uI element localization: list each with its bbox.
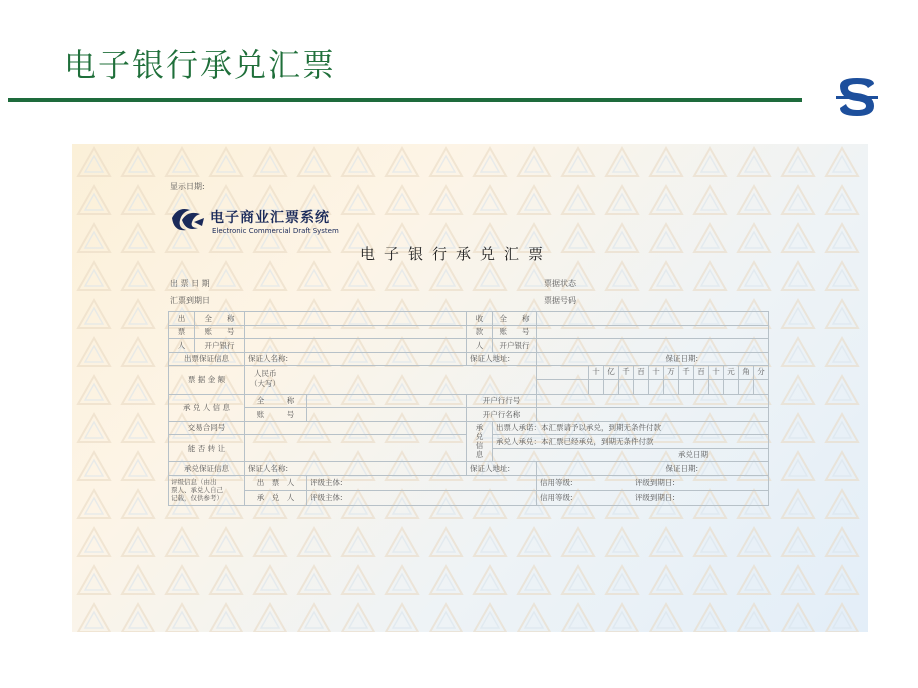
payee-account-field xyxy=(537,325,769,339)
contract-label: 交易合同号 xyxy=(169,421,245,435)
amount-digit-header: 十 xyxy=(708,366,723,379)
amount-digit-header: 十 xyxy=(648,366,663,379)
rating-drawer-grade: 信用等级: xyxy=(540,478,573,487)
amount-digit-box xyxy=(693,380,708,394)
rating-label-line: 评级信息（由出 xyxy=(171,478,217,486)
amount-digit-box xyxy=(618,380,633,394)
title-divider xyxy=(8,98,802,102)
acceptor-bank-no-field xyxy=(537,394,769,408)
status-label: 票据状态 xyxy=(544,279,576,288)
amount-words-cell xyxy=(245,366,537,395)
amount-digit-box xyxy=(633,380,648,394)
amount-digit-box xyxy=(753,380,768,394)
amount-digit-box xyxy=(603,380,618,394)
amount-digit-box xyxy=(738,380,753,394)
acceptor-label: 承 兑 人 信 息 xyxy=(169,394,245,421)
payee-bank-field xyxy=(537,339,769,353)
guarantee-label: 出票保证信息 xyxy=(169,352,245,366)
rating-label-line: 记载，仅供参考） xyxy=(171,494,223,502)
drawer-bank-field xyxy=(245,339,467,353)
draft-system-logo-icon xyxy=(168,204,208,234)
drawer-name-label: 全 称 xyxy=(195,312,245,326)
number-label: 票据号码 xyxy=(544,296,576,305)
transfer-field xyxy=(245,435,467,462)
rating-drawer-subject: 评级主体: xyxy=(307,475,537,490)
payee-char: 款 xyxy=(467,325,493,339)
acceptor-name-field xyxy=(307,394,467,408)
drawer-promise: 出票人承诺：本汇票请予以承兑，到期无条件付款 xyxy=(493,421,769,435)
rating-acceptor-expiry: 评级到期日: xyxy=(634,493,675,502)
rating-acceptor-grade: 信用等级: xyxy=(540,493,573,502)
rating-drawer-expiry: 评级到期日: xyxy=(634,478,675,487)
rating-label-line: 票人、承兑人自己 xyxy=(171,486,223,494)
draft-form-table xyxy=(168,311,769,506)
acceptance-guarantee-date: 保证日期: xyxy=(537,462,769,476)
rating-acceptor-grade-cell xyxy=(537,490,769,505)
form-title: 电子银行承兑汇票 xyxy=(360,245,553,263)
payee-name-field xyxy=(537,312,769,326)
drawer-bank-label: 开户银行 xyxy=(195,339,245,353)
acceptor-account-field xyxy=(307,408,467,422)
payee-bank-label: 开户银行 xyxy=(493,339,537,353)
amount-digit-box xyxy=(663,380,678,394)
display-date-label: 显示日期: xyxy=(170,182,205,191)
drawer-name-field xyxy=(245,312,467,326)
acceptance-char: 兑 xyxy=(475,432,484,442)
amount-currency: 人民币 xyxy=(254,369,277,378)
rating-drawer-grade-cell xyxy=(537,475,769,490)
system-name-en: Electronic Commercial Draft System xyxy=(212,227,339,235)
system-name-cn: 电子商业汇票系统 xyxy=(210,210,330,226)
acceptance-char: 信 xyxy=(475,441,484,451)
transfer-label: 能 否 转 让 xyxy=(169,435,245,462)
amount-digit-box xyxy=(723,380,738,394)
acceptance-guarantor-name: 保证人名称: xyxy=(245,462,467,476)
amount-digit-header: 元 xyxy=(723,366,738,379)
acceptance-date: 承兑日期 xyxy=(493,448,769,462)
amount-digit-header: 百 xyxy=(633,366,648,379)
contract-field xyxy=(245,421,467,435)
issue-date-label: 出 票 日 期 xyxy=(170,279,210,288)
amount-digit-boxes xyxy=(537,379,769,394)
amount-currency-note: （大写） xyxy=(250,379,280,388)
drawer-char: 人 xyxy=(169,339,195,353)
amount-digit-box xyxy=(648,380,663,394)
payee-name-label: 全 称 xyxy=(493,312,537,326)
acceptance-char: 息 xyxy=(475,450,484,460)
bank-logo-icon xyxy=(832,74,882,120)
amount-digit-box xyxy=(678,380,693,394)
amount-digit-header: 百 xyxy=(693,366,708,379)
guarantee-date: 保证日期: xyxy=(537,352,769,366)
payee-char: 收 xyxy=(467,312,493,326)
rating-drawer-role: 出 票 人 xyxy=(245,475,307,490)
draft-image xyxy=(72,144,868,632)
acceptor-bank-name-label: 开户行名称 xyxy=(467,408,537,422)
guarantor-address: 保证人地址: xyxy=(467,352,537,366)
acceptor-promise: 承兑人承兑：本汇票已经承兑，到期无条件付款 xyxy=(493,435,769,449)
acceptor-name-label: 全 称 xyxy=(245,394,307,408)
drawer-char: 票 xyxy=(169,325,195,339)
acceptance-char: 承 xyxy=(475,423,484,433)
amount-digit-header: 分 xyxy=(753,366,768,379)
amount-digit-header: 十 xyxy=(588,366,603,379)
amount-digit-header: 亿 xyxy=(603,366,618,379)
drawer-account-field xyxy=(245,325,467,339)
slide-title: 电子银行承兑汇票 xyxy=(64,46,337,84)
acceptance-guarantor-address: 保证人地址: xyxy=(467,462,537,476)
amount-digit-header: 角 xyxy=(738,366,753,379)
amount-digit-header: 万 xyxy=(663,366,678,379)
acceptor-bank-name-field xyxy=(537,408,769,422)
acceptor-bank-no-label: 开户行行号 xyxy=(467,394,537,408)
amount-digit-header: 千 xyxy=(678,366,693,379)
rating-acceptor-role: 承 兑 人 xyxy=(245,490,307,505)
amount-digit-box xyxy=(708,380,723,394)
amount-digit-headers xyxy=(537,366,769,380)
amount-digit-header: 千 xyxy=(618,366,633,379)
guarantor-name: 保证人名称: xyxy=(245,352,467,366)
rating-label xyxy=(169,475,245,505)
amount-digit-box xyxy=(588,380,603,394)
rating-acceptor-subject: 评级主体: xyxy=(307,490,537,505)
acceptance-guarantee-label: 承兑保证信息 xyxy=(169,462,245,476)
due-date-label: 汇票到期日 xyxy=(170,296,210,305)
drawer-char: 出 xyxy=(169,312,195,326)
drawer-account-label: 账 号 xyxy=(195,325,245,339)
amount-label: 票 据 金 额 xyxy=(169,366,245,395)
acceptor-account-label: 账 号 xyxy=(245,408,307,422)
payee-char: 人 xyxy=(467,339,493,353)
acceptance-info-label xyxy=(467,421,493,462)
payee-account-label: 账 号 xyxy=(493,325,537,339)
